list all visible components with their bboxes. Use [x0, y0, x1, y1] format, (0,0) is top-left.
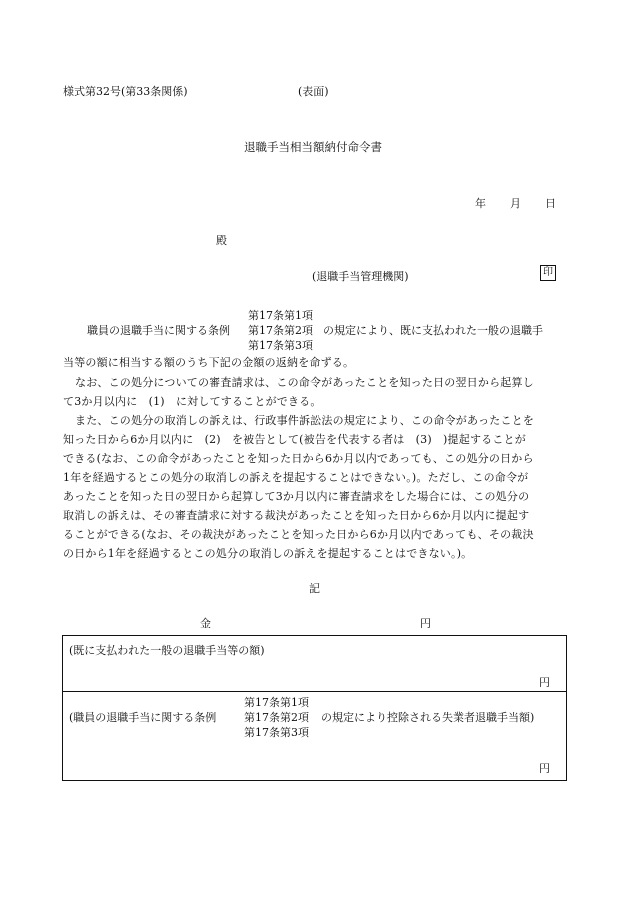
row2-suffix: の規定により控除される失業者退職手当額) [321, 711, 535, 724]
body-line: の日から1年を経過するとこの処分の取消しの訴えを提起することはできない。)。 [63, 547, 473, 560]
row2-unit: 円 [539, 762, 550, 775]
amount-label: 金 [200, 617, 211, 630]
table-row [63, 636, 567, 692]
table-cell [63, 692, 567, 781]
row1-unit: 円 [539, 676, 550, 689]
date-year: 年 [475, 197, 486, 210]
row1-label: (既に支払われた一般の退職手当等の額) [69, 644, 265, 657]
body-line1-suffix: の規定により、既に支払われた一般の退職手 [323, 324, 543, 337]
side-label: (表面) [298, 85, 329, 98]
table-row [63, 692, 567, 781]
body-line: 1年を経過するとこの処分の取消しの訴えを提起することはできない。)。ただし、この命令が [63, 471, 529, 484]
amount-unit: 円 [420, 617, 431, 630]
article-2: 第17条第2項 [248, 324, 313, 337]
article-1: 第17条第1項 [248, 309, 313, 322]
body-line: また、この処分の取消しの訴えは、行政事件訴訟法の規定により、この命令があったことを [75, 414, 535, 427]
amount-table [62, 635, 567, 781]
body-line: なお、この処分についての審査請求は、この命令があったことを知った日の翌日から起算し [75, 376, 534, 389]
issuer: (退職手当管理機関) [312, 270, 409, 283]
addressee: 殿 [216, 234, 227, 247]
ki-heading: 記 [309, 582, 320, 595]
seal-stamp: 印 [540, 265, 556, 281]
row2-article-3: 第17条第3項 [244, 726, 309, 739]
body-line: ることができる(なお、その裁決があったことを知った日から6か月以内であっても、その裁決 [63, 528, 534, 541]
body-line: て3か月以内に (1) に対してすることができる。 [63, 395, 322, 408]
body-line: 知った日から6か月以内に (2) を被告として(被告を代表する者は (3) )提起することが [63, 433, 526, 446]
body-line1-prefix: 職員の退職手当に関する条例 [87, 324, 230, 337]
row2-prefix: (職員の退職手当に関する条例 [69, 711, 217, 724]
form-number: 様式第32号(第33条関係) [63, 85, 188, 98]
row2-article-2: 第17条第2項 [244, 711, 309, 724]
table-cell [63, 636, 567, 692]
article-3: 第17条第3項 [248, 339, 313, 352]
body-line: できる(なお、この命令があったことを知った日から6か月以内であっても、この処分の日から [63, 452, 534, 465]
document-title: 退職手当相当額納付命令書 [244, 140, 382, 154]
body-line: 取消しの訴えは、その審査請求に対する裁決があったことを知った日から6か月以内に提起す [63, 509, 530, 522]
date-day: 日 [545, 197, 556, 210]
body-line: 当等の額に相当する額のうち下記の金額の返納を命ずる。 [63, 356, 355, 369]
body-line: あったことを知った日の翌日から起算して3か月以内に審査請求をした場合には、この処分の [63, 490, 530, 503]
date-month: 月 [510, 197, 521, 210]
row2-article-1: 第17条第1項 [244, 696, 309, 709]
